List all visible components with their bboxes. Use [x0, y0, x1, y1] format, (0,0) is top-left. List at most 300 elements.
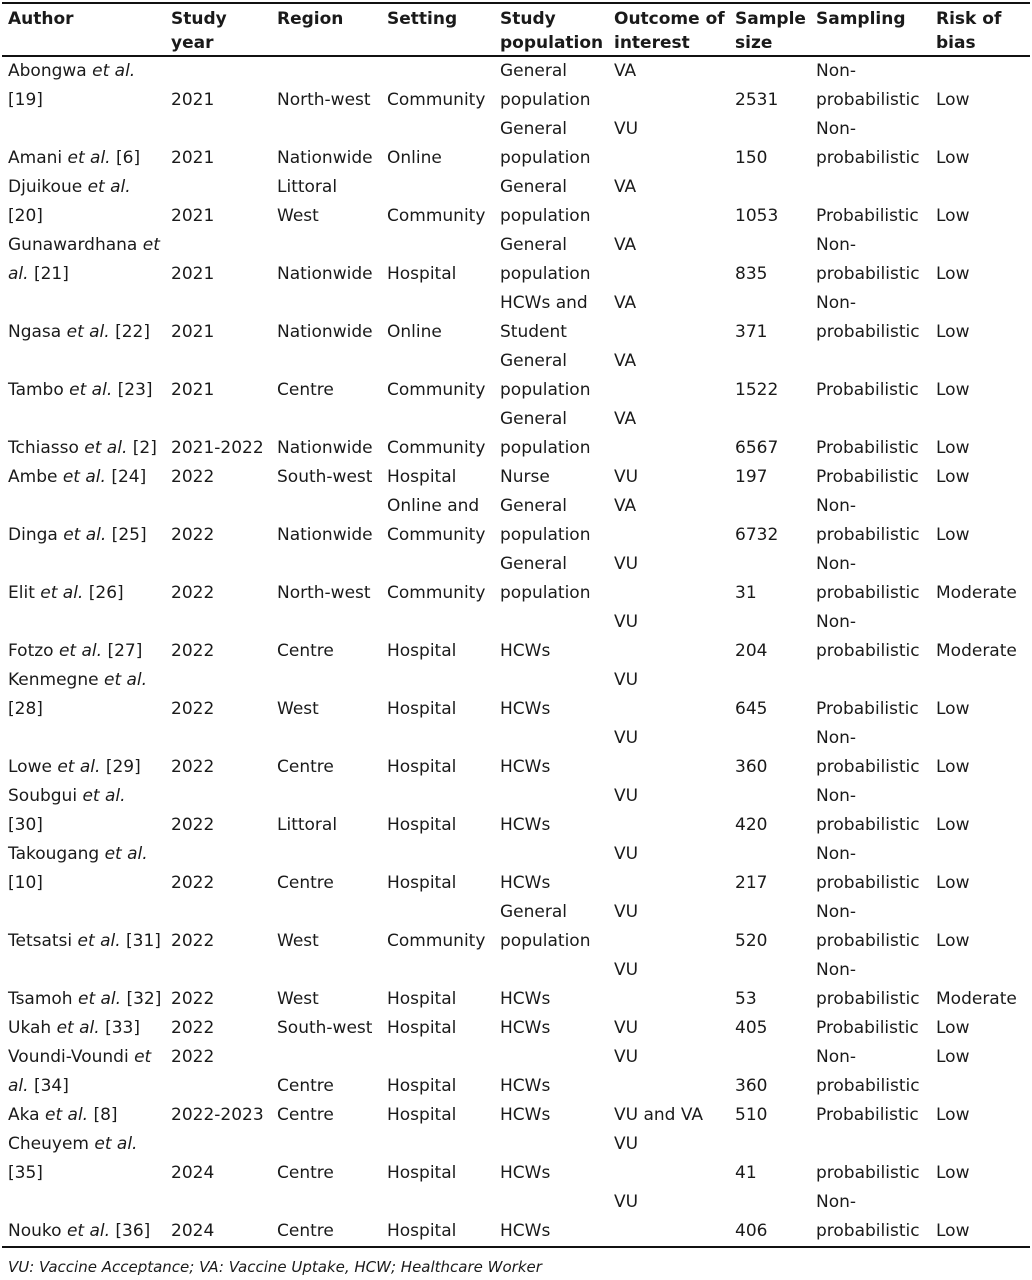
cell-line: Non-	[816, 1047, 857, 1067]
header-text: Setting	[387, 9, 458, 29]
sample-size-cell	[729, 173, 810, 231]
cell-line	[8, 434, 165, 463]
cell-line: Hospital	[387, 1163, 457, 1183]
author-text: [27]	[102, 641, 143, 661]
cell-line: 2022	[171, 641, 215, 661]
risk-of-bias-cell	[930, 56, 1030, 115]
cell-line	[614, 144, 729, 173]
cell-line	[171, 173, 271, 202]
setting-cell	[381, 666, 494, 724]
cell-line	[8, 463, 165, 492]
cell-line	[614, 202, 729, 231]
risk-of-bias-cell	[930, 173, 1030, 231]
cell-line: HCWs	[500, 1163, 551, 1183]
cell-line: probabilistic	[816, 757, 920, 777]
cell-line	[500, 782, 608, 811]
risk-of-bias-cell	[930, 840, 1030, 898]
header-text: population	[500, 33, 604, 53]
cell-line: VA	[614, 409, 637, 429]
cell-line	[8, 840, 165, 869]
risk-of-bias-cell	[930, 347, 1030, 405]
cell-line	[8, 86, 165, 115]
setting-cell	[381, 724, 494, 782]
cell-line	[8, 173, 165, 202]
year-cell	[165, 289, 271, 347]
cell-line: HCWs	[500, 699, 551, 719]
table-row	[2, 173, 1030, 231]
cell-line: Hospital	[387, 1105, 457, 1125]
author-text: [34]	[28, 1076, 69, 1096]
sampling-cell	[810, 550, 930, 608]
cell-line	[8, 521, 165, 550]
et-al-text: et al.	[103, 670, 148, 690]
cell-line: Non-	[816, 960, 857, 980]
sampling-cell	[810, 1101, 930, 1130]
cell-line	[936, 231, 1030, 260]
table-row	[2, 492, 1030, 550]
cell-line	[171, 782, 271, 811]
table-row	[2, 724, 1030, 782]
header-text: Author	[8, 9, 74, 29]
cell-line: 2022	[171, 467, 215, 487]
author-text: [19]	[8, 90, 43, 110]
author-cell	[2, 492, 165, 550]
header-row	[2, 3, 1030, 56]
cell-line	[387, 1043, 494, 1072]
cell-line: Non-	[816, 844, 857, 864]
setting-cell	[381, 405, 494, 463]
setting-cell	[381, 1101, 494, 1130]
cell-line: Low	[936, 264, 970, 284]
population-cell	[494, 550, 608, 608]
cell-line: Low	[936, 1221, 970, 1241]
risk-of-bias-cell	[930, 898, 1030, 956]
outcome-cell	[608, 463, 729, 492]
author-text: [35]	[8, 1163, 43, 1183]
sample-size-cell	[729, 231, 810, 289]
cell-line: Nationwide	[277, 525, 373, 545]
cell-line	[171, 666, 271, 695]
header-text: size	[735, 33, 773, 53]
cell-line: VA	[614, 351, 637, 371]
author-text: [24]	[105, 467, 147, 487]
cell-line: Low	[936, 757, 970, 777]
outcome-cell	[608, 56, 729, 115]
setting-cell	[381, 173, 494, 231]
cell-line	[277, 956, 381, 985]
cell-line: Community	[387, 438, 486, 458]
author-cell	[2, 608, 165, 666]
year-cell	[165, 1043, 271, 1101]
cell-line: 6732	[735, 525, 779, 545]
cell-line: VA	[614, 496, 637, 516]
cell-line	[277, 898, 381, 927]
cell-line	[277, 347, 381, 376]
region-cell	[271, 956, 381, 1014]
sample-size-cell	[729, 463, 810, 492]
cell-line: Low	[936, 90, 970, 110]
cell-line: population	[500, 525, 591, 545]
et-al-text: al.	[8, 1076, 29, 1096]
cell-line	[8, 666, 165, 695]
cell-line: Low	[936, 699, 970, 719]
region-cell	[271, 347, 381, 405]
author-text: Tetsatsi	[8, 931, 78, 951]
author-text: Tchiasso	[8, 438, 85, 458]
population-cell	[494, 1188, 608, 1247]
cell-line: Low	[936, 873, 970, 893]
cell-line: 2021	[171, 380, 215, 400]
cell-line: Community	[387, 90, 486, 110]
cell-line: population	[500, 583, 591, 603]
header-region	[271, 3, 381, 56]
cell-line	[387, 898, 494, 927]
cell-line: 371	[735, 322, 768, 342]
table-row	[2, 1014, 1030, 1043]
header-text: bias	[936, 33, 976, 53]
population-cell	[494, 115, 608, 173]
et-al-text: et al.	[66, 322, 110, 342]
cell-line	[8, 202, 165, 231]
risk-of-bias-cell	[930, 956, 1030, 1014]
cell-line: VU	[614, 554, 639, 574]
region-cell	[271, 231, 381, 289]
cell-line: 1522	[735, 380, 779, 400]
outcome-cell	[608, 492, 729, 550]
author-cell	[2, 56, 165, 115]
setting-cell	[381, 898, 494, 956]
sampling-cell	[810, 347, 930, 405]
sampling-cell	[810, 1130, 930, 1188]
author-cell	[2, 1188, 165, 1247]
author-cell	[2, 898, 165, 956]
author-text: Fotzo	[8, 641, 59, 661]
cell-line	[614, 753, 729, 782]
cell-line	[500, 956, 608, 985]
table-row	[2, 405, 1030, 463]
cell-line: population	[500, 90, 591, 110]
cell-line: 2021	[171, 90, 215, 110]
cell-line: 150	[735, 148, 768, 168]
outcome-cell	[608, 231, 729, 289]
cell-line	[8, 144, 165, 173]
population-cell	[494, 463, 608, 492]
region-cell	[271, 1043, 381, 1101]
author-text: Lowe	[8, 757, 58, 777]
table-row	[2, 550, 1030, 608]
cell-line	[735, 724, 810, 753]
sample-size-cell	[729, 608, 810, 666]
cell-line: Low	[936, 206, 970, 226]
cell-line	[387, 173, 494, 202]
year-cell	[165, 492, 271, 550]
cell-line	[816, 405, 930, 434]
cell-line	[387, 405, 494, 434]
et-al-text: et al.	[92, 61, 136, 81]
cell-line: West	[277, 931, 319, 951]
cell-line	[735, 782, 810, 811]
cell-line: Online	[387, 148, 442, 168]
population-cell	[494, 405, 608, 463]
cell-line	[8, 1217, 165, 1246]
cell-line	[8, 318, 165, 347]
cell-line	[735, 550, 810, 579]
cell-line	[735, 231, 810, 260]
table-row	[2, 289, 1030, 347]
cell-line: Hospital	[387, 815, 457, 835]
year-cell	[165, 405, 271, 463]
cell-line: VU	[614, 1134, 639, 1154]
setting-cell	[381, 463, 494, 492]
author-text: Voundi-Voundi	[8, 1047, 135, 1067]
author-cell	[2, 1101, 165, 1130]
header-text: Sampling	[816, 9, 906, 29]
cell-line: Non-	[816, 235, 857, 255]
setting-cell	[381, 1043, 494, 1101]
cell-line	[936, 840, 1030, 869]
cell-line: probabilistic	[816, 583, 920, 603]
studies-table	[2, 2, 1030, 1248]
cell-line: Nurse	[500, 467, 550, 487]
sampling-cell	[810, 724, 930, 782]
author-cell	[2, 405, 165, 463]
et-al-text: et al.	[87, 177, 131, 197]
author-cell	[2, 782, 165, 840]
cell-line	[500, 608, 608, 637]
author-cell	[2, 724, 165, 782]
et-al-text: et al.	[104, 844, 148, 864]
outcome-cell	[608, 898, 729, 956]
cell-line: 217	[735, 873, 768, 893]
cell-line	[735, 173, 810, 202]
population-cell	[494, 840, 608, 898]
outcome-cell	[608, 405, 729, 463]
population-cell	[494, 782, 608, 840]
population-cell	[494, 724, 608, 782]
cell-line: HCWs	[500, 1076, 551, 1096]
table-row	[2, 782, 1030, 840]
cell-line: probabilistic	[816, 1076, 920, 1096]
cell-line: HCWs	[500, 1018, 551, 1038]
cell-line	[735, 1043, 810, 1072]
cell-line	[816, 347, 930, 376]
author-text: [10]	[8, 873, 43, 893]
author-text: Abongwa	[8, 61, 93, 81]
author-cell	[2, 1043, 165, 1101]
cell-line	[8, 1072, 165, 1101]
population-cell	[494, 56, 608, 115]
cell-line: Student	[500, 322, 567, 342]
et-al-text: et al.	[77, 989, 122, 1009]
author-text: Djuikoue	[8, 177, 88, 197]
cell-line: probabilistic	[816, 641, 920, 661]
risk-of-bias-cell	[930, 782, 1030, 840]
cell-line: probabilistic	[816, 1221, 920, 1241]
cell-line	[277, 1130, 381, 1159]
cell-line: General	[500, 119, 567, 139]
cell-line: Non-	[816, 728, 857, 748]
sample-size-cell	[729, 289, 810, 347]
cell-line: Probabilistic	[816, 699, 919, 719]
cell-line	[8, 57, 165, 86]
sample-size-cell	[729, 724, 810, 782]
risk-of-bias-cell	[930, 724, 1030, 782]
cell-line	[735, 1188, 810, 1217]
year-cell	[165, 724, 271, 782]
outcome-cell	[608, 724, 729, 782]
table-row	[2, 1043, 1030, 1101]
cell-line: Non-	[816, 554, 857, 574]
cell-line: Non-	[816, 496, 857, 516]
cell-line	[500, 1043, 608, 1072]
sample-size-cell	[729, 1188, 810, 1247]
author-text: [32]	[121, 989, 162, 1009]
cell-line: Low	[936, 931, 970, 951]
risk-of-bias-cell	[930, 231, 1030, 289]
sample-size-cell	[729, 1101, 810, 1130]
cell-line	[8, 695, 165, 724]
cell-line	[277, 492, 381, 521]
table-row	[2, 1188, 1030, 1247]
sampling-cell	[810, 289, 930, 347]
region-cell	[271, 840, 381, 898]
cell-line: probabilistic	[816, 815, 920, 835]
population-cell	[494, 347, 608, 405]
header-setting	[381, 3, 494, 56]
cell-line: 2022	[171, 757, 215, 777]
cell-line	[8, 289, 165, 318]
et-al-text: et al.	[63, 525, 107, 545]
cell-line	[277, 666, 381, 695]
cell-line	[735, 666, 810, 695]
cell-line: 53	[735, 989, 757, 1009]
header-text: Risk of	[936, 9, 1002, 29]
author-cell	[2, 231, 165, 289]
risk-of-bias-cell	[930, 1130, 1030, 1188]
cell-line	[500, 1130, 608, 1159]
cell-line	[936, 608, 1030, 637]
cell-line: VA	[614, 293, 637, 313]
cell-line	[387, 782, 494, 811]
sample-size-cell	[729, 347, 810, 405]
cell-line: Online	[387, 322, 442, 342]
region-cell	[271, 1101, 381, 1130]
cell-line	[8, 347, 165, 376]
population-cell	[494, 1101, 608, 1130]
cell-line	[277, 57, 381, 86]
region-cell	[271, 724, 381, 782]
cell-line: 520	[735, 931, 768, 951]
cell-line: VA	[614, 61, 637, 81]
cell-line	[387, 724, 494, 753]
cell-line: population	[500, 380, 591, 400]
cell-line	[936, 405, 1030, 434]
cell-line: Low	[936, 322, 970, 342]
cell-line: 2022	[171, 583, 215, 603]
table-row	[2, 463, 1030, 492]
cell-line	[277, 608, 381, 637]
cell-line	[614, 869, 729, 898]
cell-line: 197	[735, 467, 768, 487]
region-cell	[271, 405, 381, 463]
population-cell	[494, 173, 608, 231]
cell-line: Nationwide	[277, 264, 373, 284]
cell-line	[171, 1130, 271, 1159]
cell-line: VU	[614, 786, 639, 806]
cell-line	[614, 1159, 729, 1188]
cell-line	[277, 724, 381, 753]
cell-line: VU	[614, 467, 639, 487]
cell-line: HCWs	[500, 989, 551, 1009]
risk-of-bias-cell	[930, 1043, 1030, 1101]
cell-line	[816, 1130, 930, 1159]
author-cell	[2, 666, 165, 724]
risk-of-bias-cell	[930, 1101, 1030, 1130]
outcome-cell	[608, 1188, 729, 1247]
cell-line: Hospital	[387, 641, 457, 661]
cell-line	[387, 115, 494, 144]
cell-line: Non-	[816, 612, 857, 632]
cell-line: Moderate	[936, 641, 1017, 661]
author-text: Kenmegne	[8, 670, 104, 690]
cell-line	[735, 289, 810, 318]
cell-line: West	[277, 206, 319, 226]
region-cell	[271, 782, 381, 840]
cell-line: 645	[735, 699, 768, 719]
cell-line	[8, 608, 165, 637]
cell-line: Hospital	[387, 1221, 457, 1241]
cell-line: Non-	[816, 786, 857, 806]
year-cell	[165, 1188, 271, 1247]
cell-line	[171, 840, 271, 869]
cell-line: General	[500, 554, 567, 574]
author-cell	[2, 1014, 165, 1043]
cell-line	[387, 57, 494, 86]
cell-line	[387, 666, 494, 695]
cell-line	[8, 1014, 165, 1043]
author-cell	[2, 347, 165, 405]
cell-line	[387, 840, 494, 869]
cell-line	[735, 956, 810, 985]
sampling-cell	[810, 231, 930, 289]
et-al-text: et al.	[67, 148, 111, 168]
cell-line	[8, 1159, 165, 1188]
cell-line	[936, 550, 1030, 579]
cell-line	[500, 840, 608, 869]
cell-line	[735, 898, 810, 927]
cell-line: 2022	[171, 873, 215, 893]
cell-line: Centre	[277, 1105, 334, 1125]
cell-line: probabilistic	[816, 264, 920, 284]
setting-cell	[381, 231, 494, 289]
population-cell	[494, 898, 608, 956]
et-al-text: et al.	[94, 1134, 138, 1154]
author-text: Ngasa	[8, 322, 67, 342]
author-text: [23]	[112, 380, 153, 400]
cell-line	[614, 579, 729, 608]
cell-line: Low	[936, 1163, 970, 1183]
cell-line	[277, 231, 381, 260]
cell-line	[936, 956, 1030, 985]
cell-line	[8, 260, 165, 289]
outcome-cell	[608, 1130, 729, 1188]
cell-line	[735, 840, 810, 869]
cell-line	[8, 782, 165, 811]
cell-line: HCWs	[500, 1105, 551, 1125]
cell-line	[614, 1217, 729, 1246]
cell-line: Hospital	[387, 757, 457, 777]
cell-line	[936, 289, 1030, 318]
